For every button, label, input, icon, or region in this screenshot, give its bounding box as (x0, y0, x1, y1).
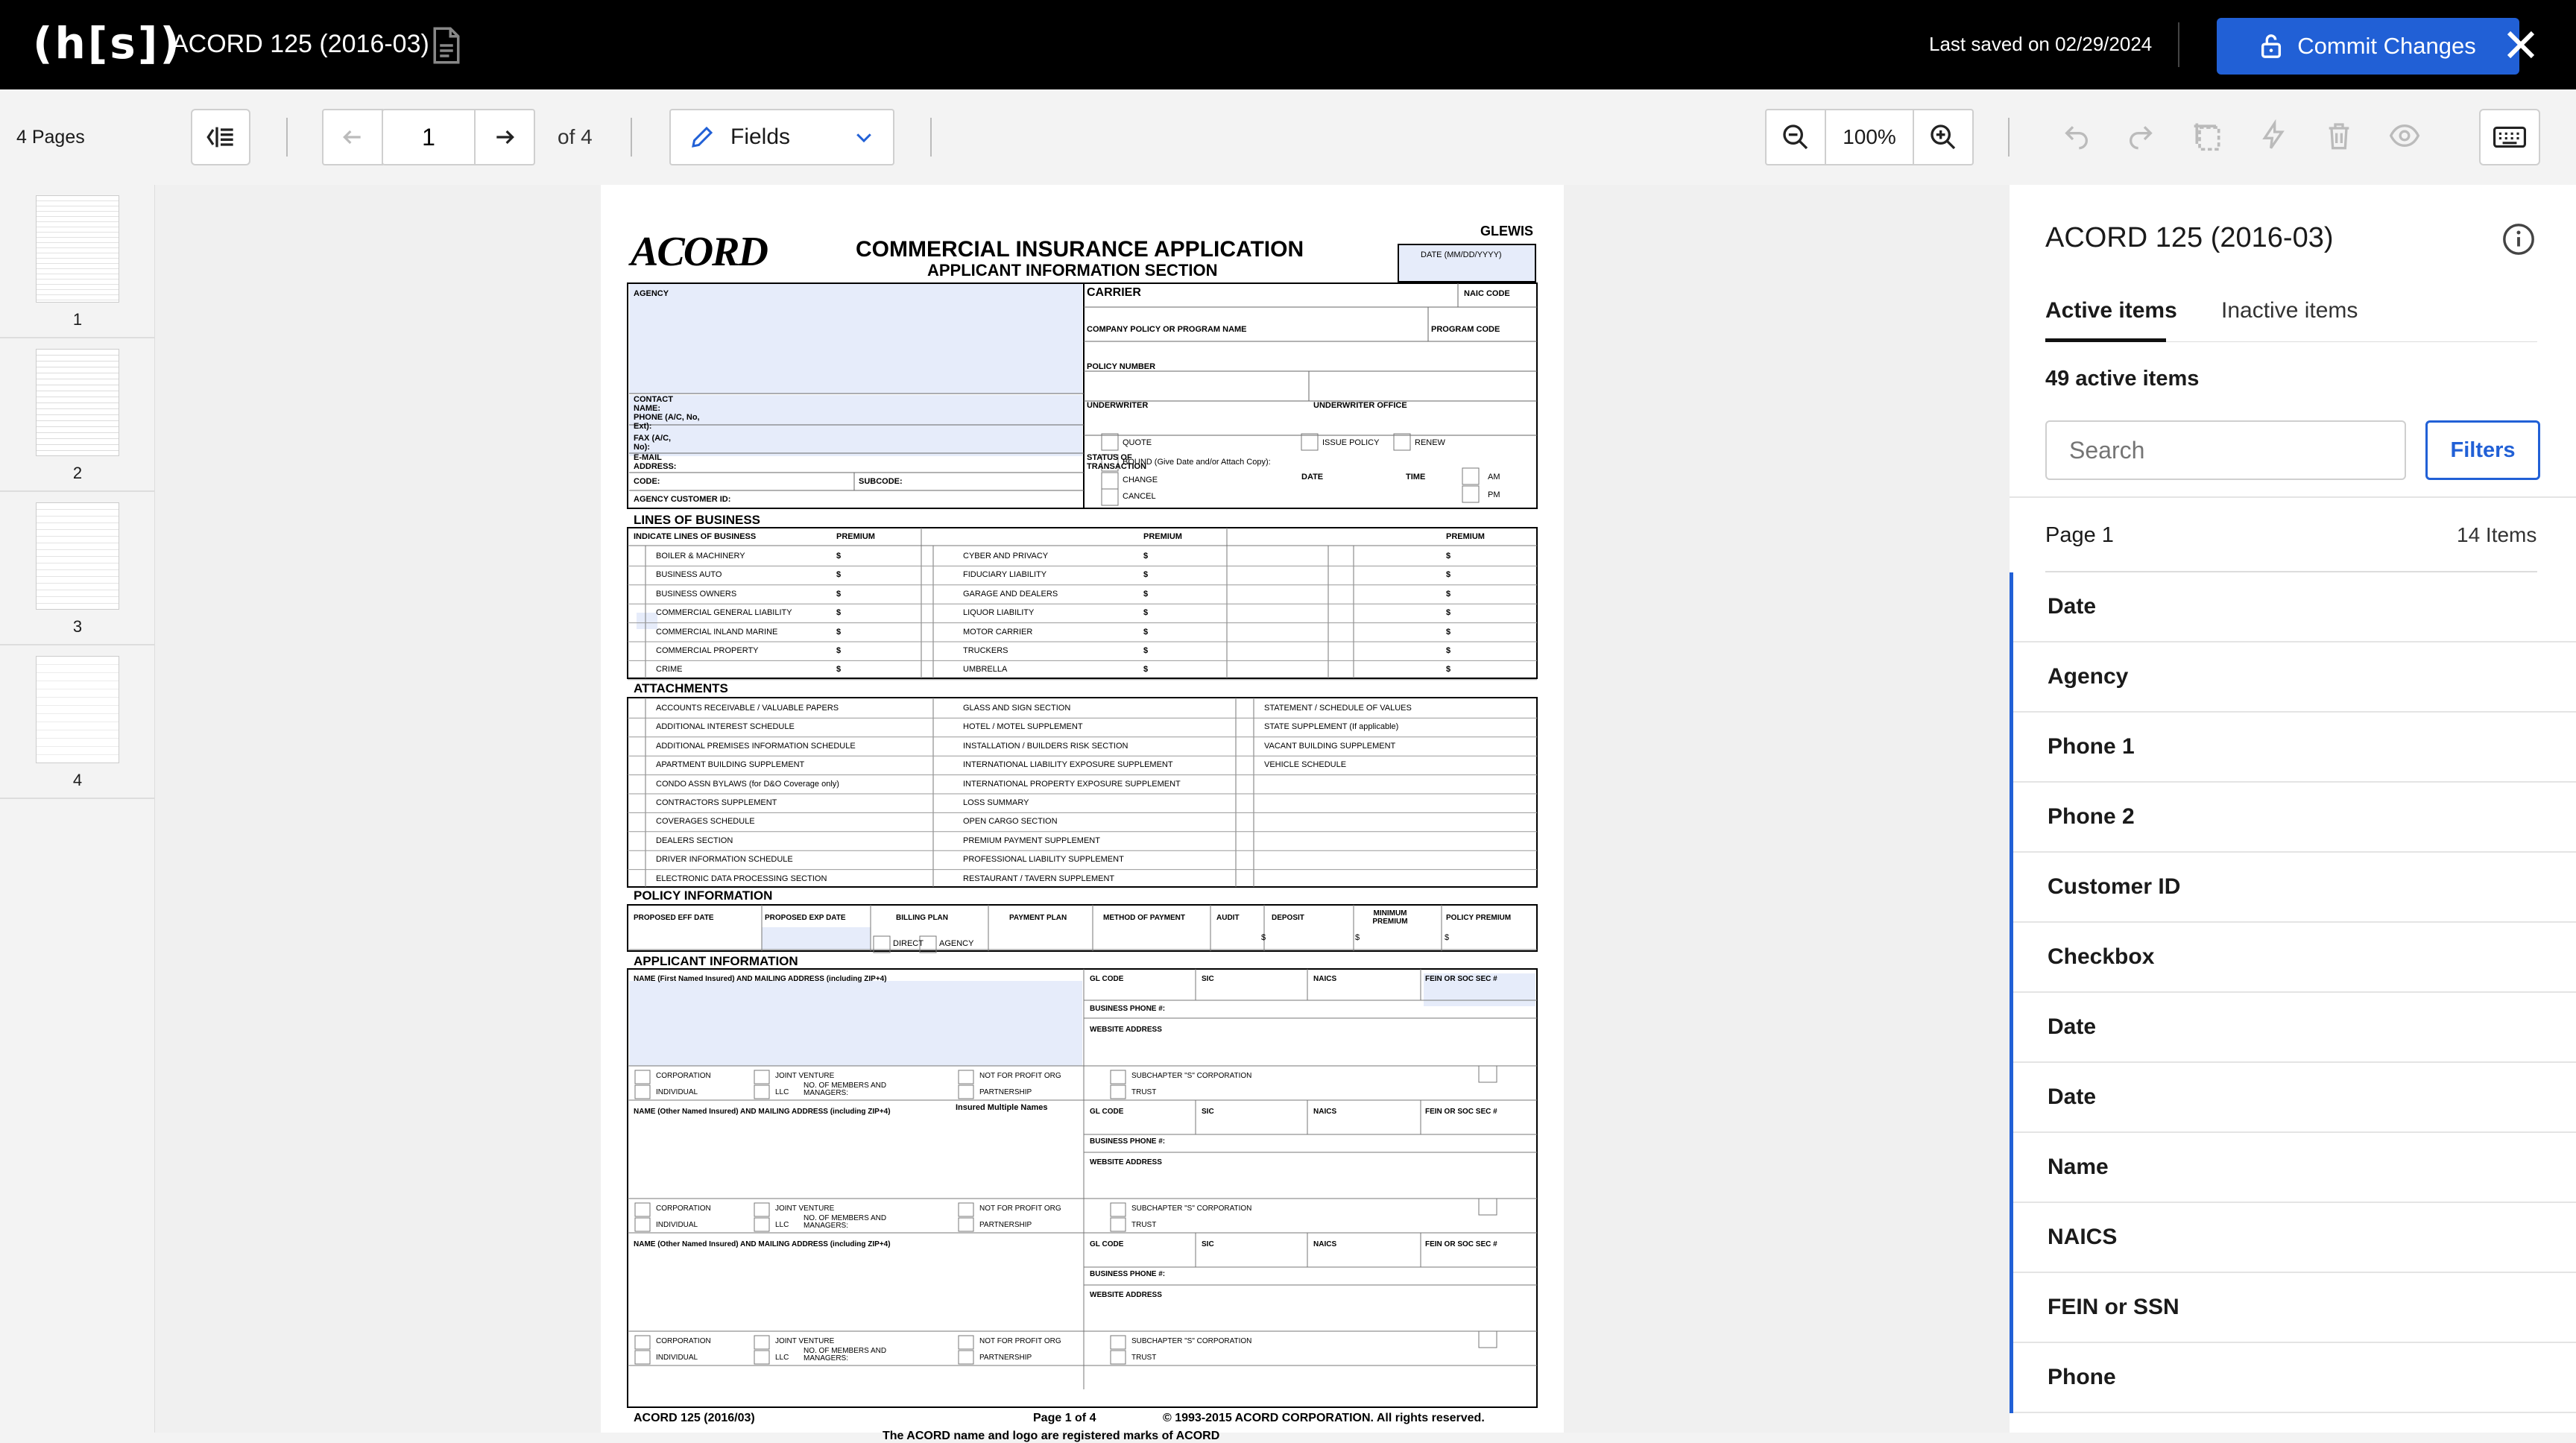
fein-label[interactable]: FEIN OR SOC SEC # (1425, 975, 1497, 983)
bound-option[interactable]: BOUND (Give Date and/or Attach Copy): (1123, 458, 1271, 467)
direct-option[interactable]: DIRECT (893, 939, 924, 948)
lob-premium-dollar: $ (1143, 665, 1149, 675)
individual-option[interactable]: INDIVIDUAL (656, 1088, 698, 1096)
field-item[interactable]: Agency (2013, 642, 2576, 713)
zoom-out-icon (1781, 122, 1811, 152)
naics-label[interactable]: NAICS (1313, 1240, 1337, 1248)
indicate-lines-label: INDICATE LINES OF BUSINESS (634, 532, 757, 541)
lines-of-business-heading: LINES OF BUSINESS (634, 513, 761, 527)
business-phone-label[interactable]: BUSINESS PHONE #: (1090, 1137, 1166, 1146)
policy-info-header: POLICY PREMIUM (1446, 914, 1512, 922)
entity-checkbox (754, 1085, 769, 1099)
field-item[interactable]: Date (2013, 1063, 2576, 1133)
entity-checkbox (635, 1203, 650, 1216)
form-title: COMMERCIAL INSURANCE APPLICATION (856, 237, 1304, 262)
issue-policy-option[interactable]: ISSUE POLICY (1322, 438, 1380, 447)
attachment-item[interactable]: INTERNATIONAL PROPERTY EXPOSURE SUPPLEMENT (963, 779, 1181, 789)
joint-venture-option[interactable]: JOINT VENTURE (775, 1072, 835, 1080)
agency-customer-id-label[interactable]: AGENCY CUSTOMER ID: (634, 495, 731, 504)
phone-label[interactable]: PHONE (A/C, No, Ext): (634, 413, 700, 431)
attachment-item[interactable]: COVERAGES SCHEDULE (656, 817, 755, 827)
subchapter-s-option[interactable]: SUBCHAPTER "S" CORPORATION (1131, 1337, 1252, 1345)
document-title: ACORD 125 (2016-03) (171, 30, 429, 58)
date-label[interactable]: DATE (MM/DD/YYYY) (1421, 250, 1502, 259)
filters-button[interactable]: Filters (2425, 420, 2540, 480)
entity-checkbox (635, 1336, 650, 1349)
arrow-left-icon (341, 125, 364, 149)
entity-checkbox (959, 1218, 973, 1231)
close-icon[interactable] (2503, 25, 2539, 64)
search-input[interactable] (2045, 420, 2406, 480)
date-sublabel: DATE (1301, 473, 1324, 481)
thumbnail-number: 1 (72, 310, 83, 329)
attachments-heading: ATTACHMENTS (634, 681, 728, 695)
sic-label: SIC (1202, 1240, 1214, 1248)
page-number-input[interactable] (382, 109, 476, 165)
pm-option[interactable]: PM (1488, 490, 1500, 499)
field-item[interactable]: NAICS (2013, 1203, 2576, 1273)
lob-premium-dollar: $ (836, 627, 842, 637)
attachment-item[interactable]: PROFESSIONAL LIABILITY SUPPLEMENT (963, 855, 1124, 865)
field-item[interactable]: Phone (2013, 1343, 2576, 1413)
page-group-label[interactable]: Page 1 (2045, 523, 2114, 547)
lob-item[interactable]: BUSINESS AUTO (656, 570, 722, 580)
lob-premium-dollar: $ (1446, 665, 1451, 675)
not-for-profit-option[interactable]: NOT FOR PROFIT ORG (979, 1337, 1061, 1345)
attachment-item[interactable]: ADDITIONAL PREMISES INFORMATION SCHEDULE (656, 741, 856, 751)
sidebar-toggle-icon (206, 124, 236, 150)
lightning-icon[interactable] (2258, 119, 2288, 152)
thumbnail-number: 2 (72, 464, 83, 482)
entity-checkbox (754, 1351, 769, 1364)
corporation-option[interactable]: CORPORATION (656, 1204, 711, 1213)
entity-checkbox (635, 1351, 650, 1364)
attachment-item[interactable]: ADDITIONAL INTEREST SCHEDULE (656, 722, 795, 732)
lob-premium-dollar: $ (1143, 570, 1149, 580)
lob-item[interactable]: COMMERCIAL INLAND MARINE (656, 627, 778, 637)
company-policy-label: COMPANY POLICY OR PROGRAM NAME (1087, 325, 1247, 334)
fax-label[interactable]: FAX (A/C, No): (634, 434, 672, 452)
joint-venture-option[interactable]: JOINT VENTURE (775, 1337, 835, 1345)
divider (2178, 22, 2179, 67)
entity-checkbox (1111, 1351, 1126, 1364)
subchapter-s-option[interactable]: SUBCHAPTER "S" CORPORATION (1131, 1204, 1252, 1213)
sic-label: SIC (1202, 975, 1214, 983)
zoom-in-button[interactable] (1913, 109, 1974, 165)
field-item[interactable]: Date (2013, 993, 2576, 1063)
attachment-item[interactable]: VEHICLE SCHEDULE (1264, 760, 1347, 770)
lob-premium-dollar: $ (1446, 627, 1451, 637)
attachment-item[interactable]: APARTMENT BUILDING SUPPLEMENT (656, 760, 805, 770)
zoom-in-icon (1928, 122, 1958, 152)
lob-premium-dollar: $ (1143, 608, 1149, 618)
entity-checkbox (754, 1203, 769, 1216)
divider (930, 118, 932, 157)
applicant-information-heading: APPLICANT INFORMATION (634, 954, 798, 968)
lob-premium-dollar: $ (836, 589, 842, 599)
llc-option[interactable]: LLC (775, 1221, 789, 1229)
min-premium-dollar: $ (1355, 933, 1360, 942)
entity-checkbox (959, 1203, 973, 1216)
attachment-item[interactable]: LOSS SUMMARY (963, 798, 1029, 807)
entity-checkbox (959, 1336, 973, 1349)
website-label: WEBSITE ADDRESS (1090, 1026, 1162, 1034)
tab-active-items[interactable]: Active items (2045, 298, 2177, 323)
individual-option[interactable]: INDIVIDUAL (656, 1221, 698, 1229)
next-page-button[interactable] (474, 109, 535, 165)
gl-code-label: GL CODE (1090, 1108, 1124, 1116)
lob-item[interactable]: LIQUOR LIABILITY (963, 608, 1035, 618)
trust-option[interactable]: TRUST (1131, 1221, 1157, 1229)
lob-item[interactable]: UMBRELLA (963, 665, 1008, 675)
thumbnail-page-3[interactable] (0, 492, 155, 645)
fein-label[interactable]: FEIN OR SOC SEC # (1425, 1108, 1497, 1116)
policy-info-header: MINIMUM PREMIUM (1372, 909, 1408, 926)
partnership-option[interactable]: PARTNERSHIP (979, 1354, 1032, 1362)
time-sublabel: TIME (1406, 473, 1426, 481)
joint-venture-option[interactable]: JOINT VENTURE (775, 1204, 835, 1213)
lob-premium-dollar: $ (1446, 589, 1451, 599)
zoom-out-button[interactable] (1765, 109, 1826, 165)
naics-label[interactable]: NAICS (1313, 1108, 1337, 1116)
entity-checkbox (1111, 1070, 1126, 1084)
divider (2010, 496, 2576, 498)
corporation-option[interactable]: CORPORATION (656, 1337, 711, 1345)
trash-icon[interactable] (2324, 119, 2354, 152)
last-saved-label: Last saved on 02/29/2024 (1929, 33, 2153, 55)
lob-premium-dollar: $ (1446, 570, 1451, 580)
business-phone-label[interactable]: BUSINESS PHONE #: (1090, 1270, 1166, 1278)
lob-item[interactable]: FIDUCIARY LIABILITY (963, 570, 1047, 580)
website-label: WEBSITE ADDRESS (1090, 1291, 1162, 1299)
pages-count: 4 Pages (16, 127, 85, 148)
active-tab-indicator (2045, 338, 2166, 342)
lob-premium-dollar: $ (1143, 627, 1149, 637)
attachment-item[interactable]: INTERNATIONAL LIABILITY EXPOSURE SUPPLEMENT (963, 760, 1173, 770)
form-footer-copyright: © 1993-2015 ACORD CORPORATION. All rights reserved. (1163, 1412, 1485, 1424)
policy-info-header: PAYMENT PLAN (1009, 914, 1067, 922)
lob-premium-dollar: $ (1143, 589, 1149, 599)
attachment-item[interactable]: ACCOUNTS RECEIVABLE / VALUABLE PAPERS (656, 704, 839, 713)
field-item[interactable]: Date (2013, 572, 2576, 642)
fields-panel (2010, 185, 2576, 1433)
attachment-item[interactable]: CONTRACTORS SUPPLEMENT (656, 798, 777, 807)
lob-premium-dollar: $ (836, 608, 842, 618)
applicant-name-label[interactable]: NAME (Other Named Insured) AND MAILING ADDRESS (including ZIP+4) (634, 1240, 891, 1248)
entity-checkbox (1111, 1218, 1126, 1231)
subchapter-s-option[interactable]: SUBCHAPTER "S" CORPORATION (1131, 1072, 1252, 1080)
policy-info-header[interactable]: PROPOSED EXP DATE (765, 914, 846, 922)
field-item[interactable]: Checkbox (2013, 923, 2576, 993)
policy-info-header: AUDIT (1216, 914, 1240, 922)
entity-checkbox (635, 1218, 650, 1231)
status-of-transaction-label: STATUS OF TRANSACTION (1087, 453, 1147, 471)
divider (286, 118, 288, 157)
lob-item[interactable]: COMMERCIAL PROPERTY (656, 646, 759, 655)
premium-header-2: PREMIUM (1143, 532, 1182, 541)
attachment-item[interactable]: STATE SUPPLEMENT (If applicable) (1264, 722, 1399, 732)
entity-checkbox (754, 1070, 769, 1084)
entity-checkbox (959, 1070, 973, 1084)
keyboard-shortcuts-button[interactable] (2479, 109, 2540, 165)
premium-header-1: PREMIUM (836, 532, 875, 541)
entity-checkbox (635, 1085, 650, 1099)
acord-logo: ACORD (631, 229, 767, 275)
email-label: E-MAIL ADDRESS: (634, 453, 677, 471)
zoom-level[interactable]: 100% (1825, 109, 1914, 165)
renew-option[interactable]: RENEW (1415, 438, 1445, 447)
lob-item[interactable]: BUSINESS OWNERS (656, 589, 737, 599)
lob-premium-dollar: $ (1446, 552, 1451, 561)
field-items-list (2010, 572, 2576, 1413)
am-option[interactable]: AM (1488, 473, 1500, 481)
members-label: NO. OF MEMBERS AND MANAGERS: (804, 1347, 887, 1363)
members-label: NO. OF MEMBERS AND MANAGERS: (804, 1214, 887, 1230)
thumbnail-image (36, 656, 119, 763)
applicant-name-label[interactable]: NAME (First Named Insured) AND MAILING ADDRESS (including ZIP+4) (634, 975, 887, 983)
subcode-label: SUBCODE: (859, 477, 903, 486)
entity-checkbox (1111, 1085, 1126, 1099)
premium-header-3: PREMIUM (1446, 532, 1485, 541)
attachment-item[interactable]: OPEN CARGO SECTION (963, 817, 1058, 827)
sic-label: SIC (1202, 1108, 1214, 1116)
attachment-item[interactable]: DEALERS SECTION (656, 836, 733, 845)
previous-page-button[interactable] (322, 109, 383, 165)
lob-item[interactable]: MOTOR CARRIER (963, 627, 1033, 637)
deposit-dollar: $ (1261, 933, 1266, 942)
page-thumbnails (0, 185, 155, 1433)
not-for-profit-option[interactable]: NOT FOR PROFIT ORG (979, 1204, 1061, 1213)
policy-info-header: DEPOSIT (1272, 914, 1304, 922)
thumbnail-page-1[interactable] (0, 185, 155, 338)
panel-title: ACORD 125 (2016-03) (2045, 222, 2334, 253)
entity-checkbox (754, 1336, 769, 1349)
fields-dropdown-label: Fields (730, 124, 791, 149)
lob-premium-dollar: $ (836, 665, 842, 675)
field-item[interactable]: Phone 1 (2013, 713, 2576, 783)
page-total-label: of 4 (558, 125, 593, 148)
thumbnail-image (36, 502, 119, 610)
commit-changes-button[interactable] (2217, 18, 2519, 75)
underwriter-label: UNDERWRITER (1087, 401, 1149, 410)
underwriter-office-label: UNDERWRITER OFFICE (1313, 401, 1407, 410)
trust-option[interactable]: TRUST (1131, 1354, 1157, 1362)
field-item[interactable]: Customer ID (2013, 853, 2576, 923)
divider (631, 118, 632, 157)
attachment-item[interactable]: RESTAURANT / TAVERN SUPPLEMENT (963, 874, 1115, 883)
attachment-item[interactable]: CONDO ASSN BYLAWS (for D&O Coverage only) (656, 779, 839, 789)
lob-item[interactable]: TRUCKERS (963, 646, 1008, 655)
individual-option[interactable]: INDIVIDUAL (656, 1354, 698, 1362)
redo-icon[interactable] (2126, 121, 2156, 151)
policy-info-header: BILLING PLAN (896, 914, 948, 922)
lob-premium-dollar: $ (1446, 646, 1451, 655)
keyboard-icon (2493, 126, 2526, 148)
lob-premium-dollar: $ (1143, 646, 1149, 655)
undo-icon[interactable] (2062, 121, 2092, 151)
llc-option[interactable]: LLC (775, 1088, 789, 1096)
attachment-item[interactable]: INSTALLATION / BUILDERS RISK SECTION (963, 741, 1128, 751)
thumbnail-page-2[interactable] (0, 338, 155, 492)
policy-premium-dollar: $ (1445, 933, 1450, 942)
lob-item[interactable]: COMMERCIAL GENERAL LIABILITY (656, 608, 792, 618)
attachment-item[interactable]: DRIVER INFORMATION SCHEDULE (656, 855, 793, 865)
members-label: NO. OF MEMBERS AND MANAGERS: (804, 1082, 887, 1097)
llc-option[interactable]: LLC (775, 1354, 789, 1362)
lob-premium-dollar: $ (836, 570, 842, 580)
gl-code-label: GL CODE (1090, 1240, 1124, 1248)
change-option[interactable]: CHANGE (1123, 476, 1158, 484)
attachment-item[interactable]: VACANT BUILDING SUPPLEMENT (1264, 741, 1396, 751)
website-label: WEBSITE ADDRESS (1090, 1158, 1162, 1166)
entity-checkbox (1111, 1336, 1126, 1349)
attachment-item[interactable]: PREMIUM PAYMENT SUPPLEMENT (963, 836, 1100, 845)
entity-checkbox (635, 1070, 650, 1084)
attachment-item[interactable]: HOTEL / MOTEL SUPPLEMENT (963, 722, 1083, 732)
lob-item[interactable]: BOILER & MACHINERY (656, 552, 745, 561)
commit-changes-label: Commit Changes (2297, 33, 2476, 59)
trust-option[interactable]: TRUST (1131, 1088, 1157, 1096)
program-code-label: PROGRAM CODE (1431, 325, 1500, 334)
policy-info-header: METHOD OF PAYMENT (1103, 914, 1186, 922)
thumbnail-number: 3 (72, 617, 83, 636)
active-items-count: 49 active items (2045, 367, 2200, 391)
applicant-name-label[interactable]: NAME (Other Named Insured) AND MAILING ADDRESS (including ZIP+4) (634, 1108, 891, 1116)
fein-label[interactable]: FEIN OR SOC SEC # (1425, 1240, 1497, 1248)
naic-code-label: NAIC CODE (1464, 289, 1510, 298)
form-footer-code: ACORD 125 (2016/03) (634, 1412, 755, 1424)
toggle-sidebar-button[interactable] (191, 109, 250, 165)
policy-number-label: POLICY NUMBER (1087, 362, 1156, 371)
chevron-down-icon (853, 126, 875, 148)
not-for-profit-option[interactable]: NOT FOR PROFIT ORG (979, 1072, 1061, 1080)
copy-field-icon[interactable] (2191, 119, 2224, 152)
gl-code-label: GL CODE (1090, 975, 1124, 983)
entity-checkbox (754, 1218, 769, 1231)
entity-checkbox (1111, 1203, 1126, 1216)
unlock-icon (2260, 34, 2282, 59)
field-item[interactable]: Name (2013, 1133, 2576, 1203)
info-icon[interactable] (2501, 222, 2536, 256)
top-bar (0, 0, 2576, 89)
lob-premium-dollar: $ (836, 552, 842, 561)
page-group-count: 14 Items (2457, 523, 2537, 546)
tab-inactive-items[interactable]: Inactive items (2221, 298, 2358, 323)
code-label: CODE: (634, 477, 660, 486)
quote-option[interactable]: QUOTE (1123, 438, 1152, 447)
attachment-item[interactable]: GLASS AND SIGN SECTION (963, 704, 1071, 713)
lob-premium-dollar: $ (1446, 608, 1451, 618)
business-phone-label[interactable]: BUSINESS PHONE #: (1090, 1005, 1166, 1013)
lob-item[interactable]: CYBER AND PRIVACY (963, 552, 1049, 561)
policy-information-heading: POLICY INFORMATION (634, 888, 773, 903)
thumbnail-number: 4 (72, 771, 83, 789)
field-item[interactable]: FEIN or SSN (2013, 1273, 2576, 1343)
insured-multiple-names-label[interactable]: Insured Multiple Names (956, 1103, 1048, 1112)
agency-billing-option[interactable]: AGENCY (939, 939, 974, 948)
form-user: GLEWIS (1480, 224, 1533, 239)
thumbnail-image (36, 195, 119, 303)
lob-premium-dollar: $ (1143, 552, 1149, 561)
contact-name-label: CONTACT NAME: (634, 395, 673, 413)
document-icon[interactable] (431, 27, 462, 64)
lob-item[interactable]: GARAGE AND DEALERS (963, 589, 1058, 599)
fields-dropdown[interactable] (669, 109, 894, 165)
attachment-item[interactable]: STATEMENT / SCHEDULE OF VALUES (1264, 704, 1412, 713)
thumbnail-image (36, 349, 119, 456)
form-footer-marks: The ACORD name and logo are registered marks of ACORD (883, 1430, 1220, 1442)
thumbnail-page-4[interactable] (0, 645, 155, 799)
partnership-option[interactable]: PARTNERSHIP (979, 1221, 1032, 1229)
app-logo: (h[s]) (33, 18, 182, 69)
corporation-option[interactable]: CORPORATION (656, 1072, 711, 1080)
entity-checkbox (959, 1085, 973, 1099)
cancel-option[interactable]: CANCEL (1123, 492, 1156, 501)
naics-label[interactable]: NAICS (1313, 975, 1337, 983)
entity-checkbox (959, 1351, 973, 1364)
form-subtitle: APPLICANT INFORMATION SECTION (927, 261, 1218, 280)
document-page (601, 185, 1564, 1442)
arrow-right-icon (493, 125, 517, 149)
form-footer-page: Page 1 of 4 (1033, 1412, 1096, 1424)
attachment-item[interactable]: ELECTRONIC DATA PROCESSING SECTION (656, 874, 827, 883)
carrier-label: CARRIER (1087, 286, 1141, 299)
pencil-icon (689, 124, 716, 151)
field-item[interactable]: Phone 2 (2013, 783, 2576, 853)
divider (2008, 118, 2010, 157)
policy-info-header[interactable]: PROPOSED EFF DATE (634, 914, 714, 922)
lob-premium-dollar: $ (836, 646, 842, 655)
lob-item[interactable]: CRIME (656, 665, 683, 675)
agency-label[interactable]: AGENCY (634, 289, 669, 298)
eye-icon[interactable] (2388, 121, 2421, 151)
partnership-option[interactable]: PARTNERSHIP (979, 1088, 1032, 1096)
